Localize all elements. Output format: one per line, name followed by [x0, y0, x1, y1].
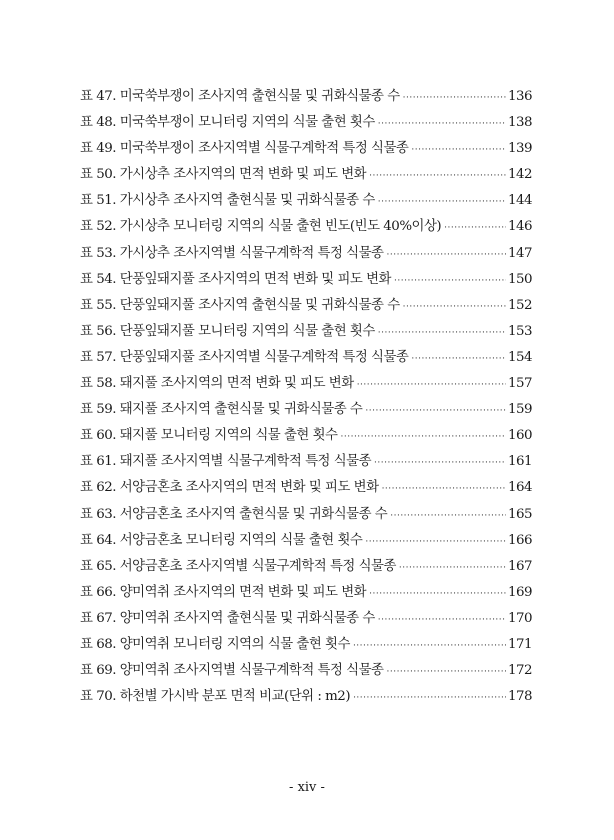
toc-entry[interactable]: [80, 372, 532, 398]
toc-entry-page: 142: [507, 167, 532, 183]
toc-entry-page: 136: [507, 89, 532, 104]
toc-dot-leader: [390, 511, 506, 521]
toc-entry-label: 표 67. 양미역취 조사지역 출현식물 및 귀화식물종 수: [80, 610, 375, 626]
toc-entry-label: 표 66. 양미역취 조사지역의 면적 변화 및 피도 변화: [80, 584, 367, 600]
toc-dot-leader: [382, 484, 506, 494]
toc-entry-page: 147: [507, 245, 532, 261]
toc-dot-leader: [386, 250, 505, 260]
toc-entry-label: 표 70. 하천별 가시박 분포 면적 비교(단위 : m2): [80, 689, 351, 705]
toc-entry[interactable]: [80, 529, 532, 555]
toc-entry[interactable]: [80, 659, 532, 685]
toc-dot-leader: [403, 302, 506, 312]
toc-entry-label: 표 47. 미국쑥부쟁이 조사지역 출현식물 및 귀화식물종 수: [80, 89, 400, 104]
toc-dot-leader: [378, 328, 506, 338]
toc-entry[interactable]: [80, 476, 532, 502]
toc-dot-leader: [378, 197, 506, 207]
toc-entry[interactable]: [80, 163, 532, 189]
toc-entry-page: 166: [507, 532, 532, 548]
toc-entry-label: 표 69. 양미역취 조사지역별 식물구계학적 특정 식물종: [80, 663, 384, 679]
toc-dot-leader: [403, 93, 506, 103]
toc-entry[interactable]: [80, 607, 532, 633]
toc-dot-leader: [394, 276, 506, 286]
toc-entry-label: 표 63. 서양금혼초 조사지역 출현식물 및 귀화식물종 수: [80, 506, 388, 522]
toc-entry-label: 표 58. 돼지풀 조사지역의 면적 변화 및 피도 변화: [80, 376, 354, 392]
toc-entry-label: 표 61. 돼지풀 조사지역별 식물구계학적 특정 식물종: [80, 454, 372, 470]
toc-entry-page: 153: [507, 323, 532, 339]
toc-entry[interactable]: [80, 503, 532, 529]
toc-entry[interactable]: [80, 424, 532, 450]
toc-entry[interactable]: [80, 633, 532, 659]
toc-entry[interactable]: [80, 294, 532, 320]
toc-dot-leader: [411, 354, 506, 364]
toc-entry[interactable]: [80, 85, 532, 111]
toc-entry-page: 154: [507, 349, 532, 365]
toc-entry-label: 표 57. 단풍잎돼지풀 조사지역별 식물구계학적 특정 식물종: [80, 349, 409, 365]
toc-entry[interactable]: [80, 555, 532, 581]
toc-dot-leader: [444, 223, 506, 233]
toc-entry-page: 170: [507, 610, 532, 626]
toc-entry-label: 표 59. 돼지풀 조사지역 출현식물 및 귀화식물종 수: [80, 402, 363, 418]
toc-entry-page: 171: [507, 636, 532, 652]
toc-entry[interactable]: [80, 215, 532, 241]
toc-entry[interactable]: [80, 137, 532, 163]
toc-dot-leader: [378, 615, 506, 625]
toc-dot-leader: [378, 119, 506, 129]
toc-dot-leader: [374, 458, 506, 468]
toc-entry-page: 165: [507, 506, 532, 522]
toc-entry[interactable]: [80, 320, 532, 346]
toc-entry[interactable]: [80, 685, 532, 711]
toc-dot-leader: [399, 563, 506, 573]
toc-entry-page: 178: [507, 689, 532, 705]
toc-dot-leader: [369, 171, 506, 181]
toc-entry[interactable]: [80, 346, 532, 372]
toc-entry-page: 157: [507, 376, 532, 392]
toc-entry-label: 표 50. 가시상추 조사지역의 면적 변화 및 피도 변화: [80, 167, 367, 183]
toc-entry-label: 표 49. 미국쑥부쟁이 조사지역별 식물구계학적 특정 식물종: [80, 141, 409, 157]
toc-entry-label: 표 55. 단풍잎돼지풀 조사지역 출현식물 및 귀화식물종 수: [80, 297, 400, 313]
toc-entry-label: 표 64. 서양금혼초 모니터링 지역의 식물 출현 횟수: [80, 532, 363, 548]
toc-dot-leader: [365, 537, 506, 547]
toc-entry[interactable]: [80, 111, 532, 137]
page-number: - xiv -: [289, 780, 325, 795]
toc-dot-leader: [411, 145, 506, 155]
toc-entry-page: 164: [507, 480, 532, 496]
toc-entry[interactable]: [80, 268, 532, 294]
toc-entry-page: 146: [507, 219, 532, 235]
toc-entry-page: 160: [507, 428, 532, 444]
toc-entry-label: 표 62. 서양금혼초 조사지역의 면적 변화 및 피도 변화: [80, 480, 379, 496]
toc-dot-leader: [353, 693, 506, 703]
toc-entry-label: 표 56. 단풍잎돼지풀 모니터링 지역의 식물 출현 횟수: [80, 323, 375, 339]
toc-dot-leader: [357, 380, 506, 390]
toc-entry-page: 169: [507, 584, 532, 600]
toc-entry-label: 표 60. 돼지풀 모니터링 지역의 식물 출현 횟수: [80, 428, 338, 444]
toc-entry-page: 159: [507, 402, 532, 418]
toc-entry-page: 161: [507, 454, 532, 470]
toc-entry-label: 표 52. 가시상추 모니터링 지역의 식물 출현 빈도(빈도 40%이상): [80, 219, 442, 235]
toc-entry[interactable]: [80, 189, 532, 215]
toc-entry-page: 150: [507, 271, 532, 287]
toc-entry-page: 139: [507, 141, 532, 157]
toc-entry[interactable]: [80, 450, 532, 476]
toc-entry-page: 167: [507, 558, 532, 574]
toc-entry-label: 표 54. 단풍잎돼지풀 조사지역의 면적 변화 및 피도 변화: [80, 271, 391, 287]
toc-entry-label: 표 51. 가시상추 조사지역 출현식물 및 귀화식물종 수: [80, 193, 375, 209]
toc-entry-label: 표 68. 양미역취 모니터링 지역의 식물 출현 횟수: [80, 636, 350, 652]
toc-entry-label: 표 48. 미국쑥부쟁이 모니터링 지역의 식물 출현 횟수: [80, 115, 375, 131]
toc-entry-page: 152: [507, 297, 532, 313]
toc-entry-label: 표 53. 가시상추 조사지역별 식물구계학적 특정 식물종: [80, 245, 384, 261]
toc-entry[interactable]: [80, 242, 532, 268]
toc-entry-page: 138: [507, 115, 532, 131]
toc-entry[interactable]: [80, 581, 532, 607]
toc-dot-leader: [365, 406, 506, 416]
toc-dot-leader: [386, 667, 505, 677]
toc-dot-leader: [369, 589, 506, 599]
toc-entry-page: 144: [507, 193, 532, 209]
table-of-contents: [80, 85, 532, 711]
toc-dot-leader: [353, 641, 506, 651]
toc-dot-leader: [341, 432, 506, 442]
toc-entry[interactable]: [80, 398, 532, 424]
toc-entry-page: 172: [507, 663, 532, 679]
toc-entry-label: 표 65. 서양금혼초 조사지역별 식물구계학적 특정 식물종: [80, 558, 396, 574]
